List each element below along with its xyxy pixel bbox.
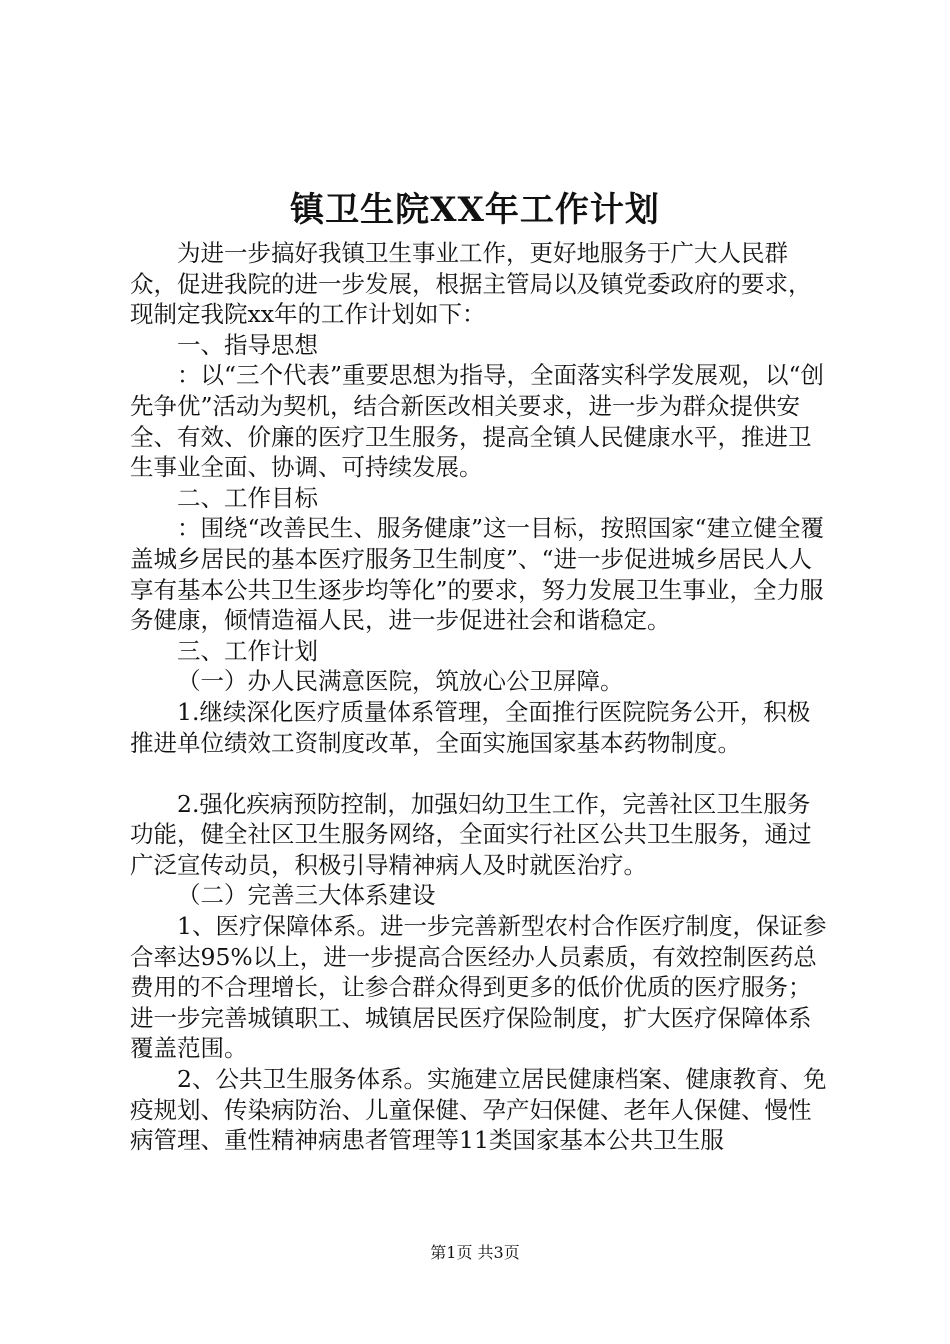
document-body [130, 238, 830, 1156]
intro-paragraph: 为进一步搞好我镇卫生事业工作，更好地服务于广大人民群众，促进我院的进一步发展，根据主管局以及镇党委政府的要求，现制定我院xx年的工作计划如下： [130, 239, 812, 329]
section-heading-work-goals: 二、工作目标 [177, 483, 318, 512]
paragraph-spacer [130, 758, 830, 789]
plan-item-1: 1.继续深化医疗质量体系管理，全面推行医院院务公开，积极推进单位绩效工资制度改革，全面实施国家基本药物制度。 [130, 697, 811, 757]
work-goals-paragraph: ：围绕“改善民生、服务健康”这一目标，按照国家“建立健全覆盖城乡居民的基本医疗服务卫生制度”、“进一步促进城乡居民人人享有基本公共卫生逐步均等化”的要求，努力发展卫生事业，全力服务健康，倾情造福人民，进一步促进社会和谐稳定。 [130, 514, 825, 635]
section-heading-guiding-ideology: 一、指导思想 [177, 330, 318, 359]
document-title: 镇卫生院XX年工作计划 [290, 190, 660, 230]
public-health-paragraph: 2、公共卫生服务体系。实施建立居民健康档案、健康教育、免疫规划、传染病防治、儿童保健、孕产妇保健、老年人保健、慢性病管理、重性精神病患者管理等11类国家基本公共卫生服 [130, 1065, 827, 1155]
subsection-heading-three-systems: （二）完善三大体系建设 [177, 881, 436, 910]
section-heading-work-plan: 三、工作计划 [177, 636, 318, 665]
medical-security-paragraph: 1、医疗保障体系。进一步完善新型农村合作医疗制度，保证参合率达95%以上，进一步提高合医经办人员素质，有效控制医药总费用的不合理增长，让参合群众得到更多的低价优质的医疗服务；进一步完善城镇职工、城镇居民医疗保险制度，扩大医疗保障体系覆盖范围。 [130, 912, 827, 1063]
guiding-ideology-paragraph: ：以“三个代表”重要思想为指导，全面落实科学发展观，以“创先争优”活动为契机，结合新医改相关要求，进一步为群众提供安全、有效、价廉的医疗卫生服务，提高全镇人民健康水平，推进卫生事业全面、协调、可持续发展。 [130, 361, 825, 482]
page-footer: 第1页 共3页 [430, 1243, 520, 1262]
plan-item-2: 2.强化疾病预防控制，加强妇幼卫生工作，完善社区卫生服务功能，健全社区卫生服务网络，全面实行社区公共卫生服务，通过广泛宣传动员，积极引导精神病人及时就医治疗。 [130, 789, 812, 879]
subsection-heading-hospital: （一）办人民满意医院，筑放心公卫屏障。 [177, 667, 624, 696]
